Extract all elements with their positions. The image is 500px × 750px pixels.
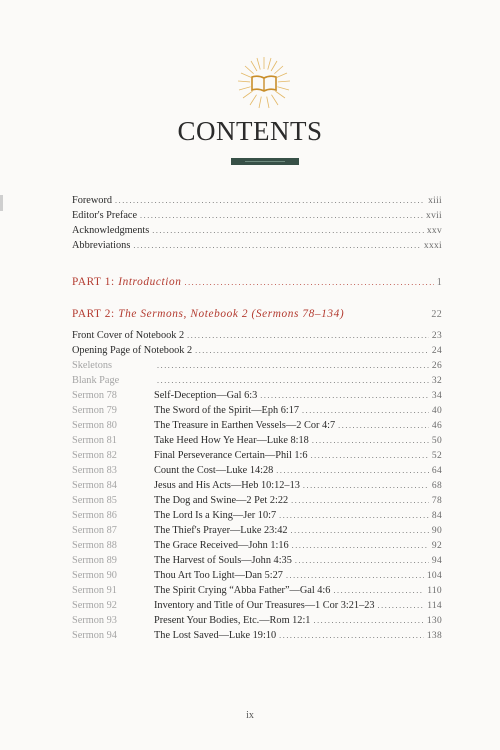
part-title: Introduction [118,276,182,288]
sermon-row [72,388,442,403]
sermon-title: Present Your Bodies, Etc.—Rom 12:1 [154,615,311,626]
sermon-number: Sermon 81 [72,435,117,446]
leader-dots [286,568,424,583]
sermon-number: Sermon 92 [72,600,117,611]
toc-row [72,223,442,238]
sermon-row [72,628,442,643]
sermon-number: Sermon 91 [72,585,117,596]
sermon-row [72,613,442,628]
leader-dots [338,418,429,433]
leader-dots [133,238,421,253]
toc-page-number: xxxi [423,241,442,251]
toc-row [72,238,442,253]
toc-page-number: xvii [426,211,442,221]
sermon-number: Sermon 87 [72,525,117,536]
sermon-title: The Lost Saved—Luke 19:10 [154,630,277,641]
sermon-number: Sermon 82 [72,450,117,461]
sermon-number: Sermon 84 [72,480,117,491]
toc-label: Editor's Preface [72,210,138,221]
toc-label: Acknowledgments [72,225,150,236]
toc-label: Foreword [72,195,113,206]
toc-page-number: 104 [426,571,442,581]
leader-dots [279,508,429,523]
leader-dots [140,208,423,223]
toc-page-number: 1 [436,277,442,288]
sermon-title: Count the Cost—Luke 14:28 [154,465,274,476]
toc-page-number: 26 [431,361,442,371]
toc-page-number: 40 [431,406,442,416]
toc-row [72,343,442,358]
page-title: CONTENTS [177,116,323,146]
toc-page-number: 50 [431,436,442,446]
sermon-row [72,463,442,478]
part-2-heading [72,306,442,322]
toc-label: Blank Page [72,375,120,386]
page-edge-mark [0,195,3,211]
part-prefix: PART 1: [72,276,119,288]
leader-dots [291,493,429,508]
sermon-title: Thou Art Too Light—Dan 5:27 [154,570,283,581]
leader-dots [152,223,424,238]
toc-page-number: 114 [427,601,442,611]
toc-row [72,358,442,373]
toc-row [72,208,442,223]
leader-dots [276,463,429,478]
leader-dots [260,388,429,403]
leader-dots [292,538,429,553]
sermon-number: Sermon 90 [72,570,117,581]
toc-page-number: 68 [431,481,442,491]
part-prefix: PART 2: [72,308,119,320]
leader-dots [157,373,429,388]
sermon-title: The Harvest of Souls—John 4:35 [154,555,292,566]
leader-dots [291,523,429,538]
toc-row [72,373,442,388]
leader-dots [312,433,429,448]
toc-label: Opening Page of Notebook 2 [72,345,193,356]
sermon-number: Sermon 78 [72,390,117,401]
sermon-row [72,598,442,613]
sermon-title: The Thief's Prayer—Luke 23:42 [154,525,288,536]
toc-page-number: 23 [431,331,442,341]
toc-page-number: 138 [426,631,442,641]
sermon-title: The Sword of the Spirit—Eph 6:17 [154,405,300,416]
toc-page-number: xxv [426,226,442,236]
toc-label: Abbreviations [72,240,131,251]
toc-page-number: 32 [431,376,442,386]
leader-dots [311,448,429,463]
sermon-number: Sermon 94 [72,630,117,641]
leader-dots [195,343,429,358]
leader-dots [303,478,429,493]
leader-dots [115,193,425,208]
sermon-row [72,583,442,598]
sermon-row [72,508,442,523]
toc-page-number: xiii [428,196,442,206]
toc-page-number: 84 [431,511,442,521]
toc-label: Skeletons [72,360,113,371]
leader-dots [313,613,423,628]
toc-page-number: 22 [431,309,442,320]
sermon-title: The Dog and Swine—2 Pet 2:22 [154,495,289,506]
sermon-row [72,523,442,538]
sermon-row [72,538,442,553]
toc-page-number: 64 [431,466,442,476]
page-folio: ix [246,710,254,721]
toc-page-number: 94 [431,556,442,566]
sermon-number: Sermon 83 [72,465,117,476]
leader-dots [184,275,433,291]
sermon-row [72,403,442,418]
sermon-title: The Spirit Crying “Abba Father”—Gal 4:6 [154,585,331,596]
sermon-title: Self-Deception—Gal 6:3 [154,390,258,401]
title-underline-bar [231,158,299,165]
toc-page-number: 90 [431,526,442,536]
sermon-title: Jesus and His Acts—Heb 10:12–13 [154,480,300,491]
sermon-number: Sermon 88 [72,540,117,551]
sermon-title: The Treasure in Earthen Vessels—2 Cor 4:7 [154,420,336,431]
part-title: The Sermons, Notebook 2 (Sermons 78–134) [118,308,345,320]
sermon-row [72,448,442,463]
sermons-list [72,328,442,643]
toc-label: Front Cover of Notebook 2 [72,330,185,341]
sermon-title: Final Perseverance Certain—Phil 1:6 [154,450,308,461]
leader-dots [302,403,429,418]
sermon-title: Inventory and Title of Our Treasures—1 Cor 3:21–23 [154,600,375,611]
toc-page-number: 78 [431,496,442,506]
sermon-title: The Lord Is a King—Jer 10:7 [154,510,277,521]
sermon-row [72,478,442,493]
sermon-row [72,568,442,583]
sermon-row [72,433,442,448]
toc-page-number: 24 [431,346,442,356]
sermon-number: Sermon 89 [72,555,117,566]
sermon-row [72,493,442,508]
toc-row [72,193,442,208]
sermon-row [72,553,442,568]
sermon-number: Sermon 79 [72,405,117,416]
toc-page-number: 34 [431,391,442,401]
sermon-row [72,418,442,433]
leader-dots [187,328,429,343]
toc-page-number: 46 [431,421,442,431]
toc-page-number: 52 [431,451,442,461]
sermon-title: Take Heed How Ye Hear—Luke 8:18 [154,435,309,446]
leader-dots [295,553,429,568]
sermon-number: Sermon 80 [72,420,117,431]
leader-dots [333,583,424,598]
toc-page-number: 130 [426,616,442,626]
toc-page-number: 92 [431,541,442,551]
part-1-heading [72,274,442,290]
leader-dots [157,358,429,373]
open-book-sunburst-icon [236,55,292,111]
sermon-number: Sermon 86 [72,510,117,521]
sermon-title: The Grace Received—John 1:16 [154,540,289,551]
leader-dots [378,598,425,613]
front-matter-list [72,193,442,253]
toc-page-number: 110 [427,586,442,596]
sermon-number: Sermon 93 [72,615,117,626]
toc-row [72,328,442,343]
sermon-number: Sermon 85 [72,495,117,506]
leader-dots [279,628,424,643]
